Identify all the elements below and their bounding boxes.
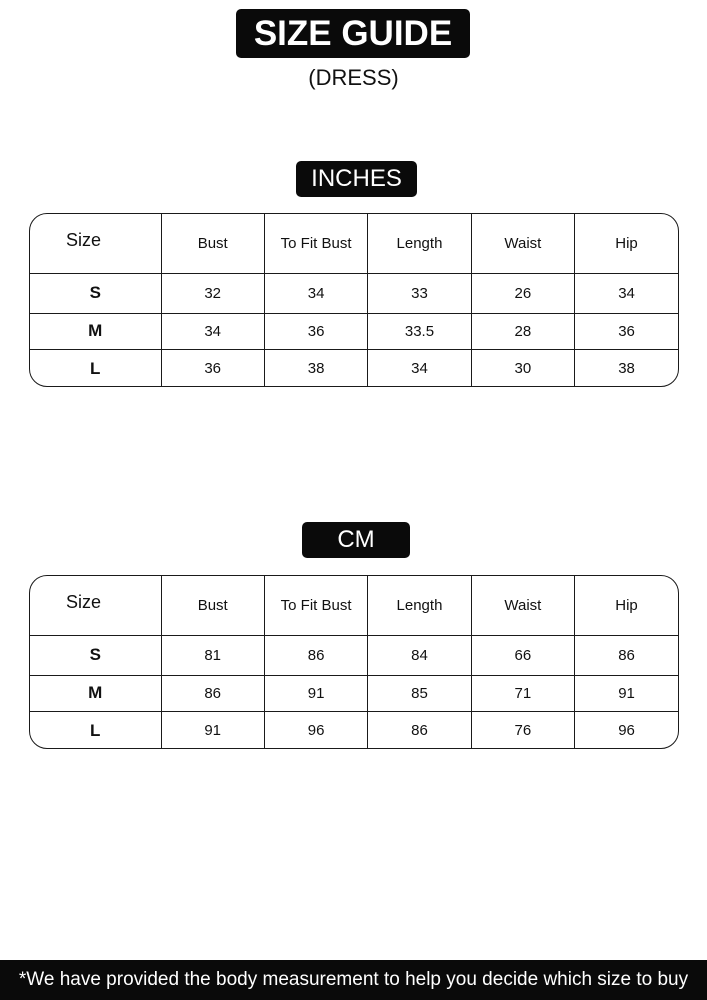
waist-cell: 30 bbox=[471, 349, 574, 387]
to-fit-bust-cell: 34 bbox=[264, 273, 367, 313]
bust-cell: 81 bbox=[161, 635, 264, 675]
cm-size-table bbox=[29, 575, 679, 749]
size-cell: S bbox=[30, 273, 161, 313]
to-fit-bust-cell: 38 bbox=[264, 349, 367, 387]
to-fit-bust-cell: 86 bbox=[264, 635, 367, 675]
to-fit-bust-cell: 91 bbox=[264, 675, 367, 711]
table-row bbox=[30, 711, 678, 749]
page-title: SIZE GUIDE bbox=[236, 9, 470, 58]
hip-cell: 34 bbox=[575, 273, 678, 313]
length-cell: 34 bbox=[368, 349, 471, 387]
length-cell: 86 bbox=[368, 711, 471, 749]
column-header-to-fit-bust: To Fit Bust bbox=[264, 214, 367, 273]
column-header-hip: Hip bbox=[575, 214, 678, 273]
waist-cell: 26 bbox=[471, 273, 574, 313]
waist-cell: 76 bbox=[471, 711, 574, 749]
hip-cell: 91 bbox=[575, 675, 678, 711]
column-header-size: Size bbox=[30, 576, 161, 635]
to-fit-bust-cell: 36 bbox=[264, 313, 367, 349]
column-header-length: Length bbox=[368, 576, 471, 635]
length-cell: 33.5 bbox=[368, 313, 471, 349]
bust-cell: 36 bbox=[161, 349, 264, 387]
bust-cell: 91 bbox=[161, 711, 264, 749]
table-header-row bbox=[30, 214, 678, 273]
waist-cell: 28 bbox=[471, 313, 574, 349]
table-row bbox=[30, 635, 678, 675]
column-header-size: Size bbox=[30, 214, 161, 273]
bust-cell: 86 bbox=[161, 675, 264, 711]
table-row bbox=[30, 273, 678, 313]
bust-cell: 34 bbox=[161, 313, 264, 349]
table-row bbox=[30, 313, 678, 349]
cm-section-label: CM bbox=[302, 522, 410, 558]
waist-cell: 71 bbox=[471, 675, 574, 711]
table-header-row bbox=[30, 576, 678, 635]
page-subtitle: (DRESS) bbox=[308, 65, 399, 90]
footer-note: *We have provided the body measurement to help you decide which size to buy bbox=[0, 960, 707, 1000]
bust-cell: 32 bbox=[161, 273, 264, 313]
size-cell: M bbox=[30, 675, 161, 711]
column-header-length: Length bbox=[368, 214, 471, 273]
length-cell: 85 bbox=[368, 675, 471, 711]
inches-section-label: INCHES bbox=[296, 161, 417, 197]
column-header-bust: Bust bbox=[161, 214, 264, 273]
column-header-waist: Waist bbox=[471, 214, 574, 273]
hip-cell: 36 bbox=[575, 313, 678, 349]
column-header-bust: Bust bbox=[161, 576, 264, 635]
inches-size-table bbox=[29, 213, 679, 387]
table-row bbox=[30, 675, 678, 711]
hip-cell: 96 bbox=[618, 722, 635, 740]
hip-cell: 38 bbox=[618, 360, 635, 378]
size-cell: L bbox=[30, 349, 161, 387]
hip-cell: 86 bbox=[575, 635, 678, 675]
size-cell: S bbox=[30, 635, 161, 675]
to-fit-bust-cell: 96 bbox=[264, 711, 367, 749]
column-header-waist: Waist bbox=[471, 576, 574, 635]
length-cell: 84 bbox=[368, 635, 471, 675]
waist-cell: 66 bbox=[471, 635, 574, 675]
size-cell: L bbox=[30, 711, 161, 749]
table-row bbox=[30, 349, 678, 387]
size-cell: M bbox=[30, 313, 161, 349]
length-cell: 33 bbox=[368, 273, 471, 313]
column-header-to-fit-bust: To Fit Bust bbox=[264, 576, 367, 635]
column-header-hip: Hip bbox=[575, 576, 678, 635]
